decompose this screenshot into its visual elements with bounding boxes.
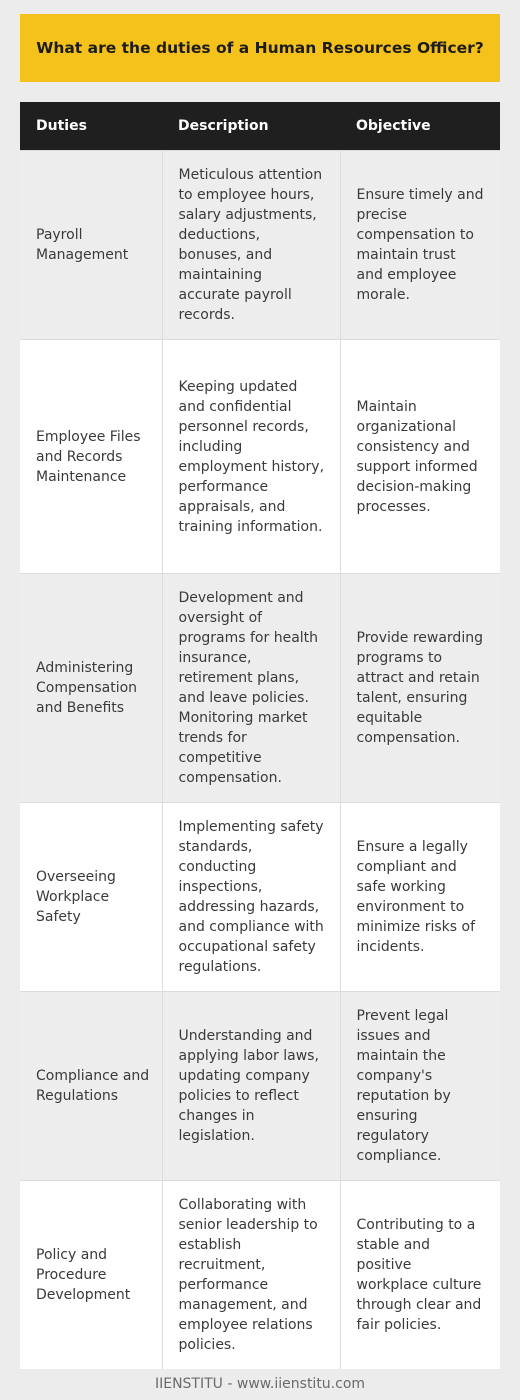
description-cell: Implementing safety standards, conducting inspections, addressing hazards, and compliance with occupational safety regulations. — [162, 803, 340, 992]
objective-cell: Ensure timely and precise compensation to maintain trust and employee morale. — [340, 151, 500, 340]
table-row — [20, 992, 500, 1181]
description-cell: Collaborating with senior leadership to establish recruitment, performance management, and employee relations policies. — [162, 1181, 340, 1370]
table-body — [20, 151, 500, 1370]
header-duties: Duties — [20, 102, 162, 151]
objective-cell: Provide rewarding programs to attract and retain talent, ensuring equitable compensation. — [340, 574, 500, 803]
header-objective: Objective — [340, 102, 500, 151]
objective-cell: Prevent legal issues and maintain the company's reputation by ensuring regulatory compliance. — [340, 992, 500, 1181]
duties-table — [20, 102, 500, 1369]
description-cell: Keeping updated and confidential personnel records, including employment history, performance appraisals, and training information. — [162, 340, 340, 574]
duty-cell: Policy and Procedure Development — [20, 1181, 162, 1370]
objective-cell: Ensure a legally compliant and safe working environment to minimize risks of incidents. — [340, 803, 500, 992]
page-title: What are the duties of a Human Resources Officer? — [20, 14, 500, 82]
table-row — [20, 151, 500, 340]
duty-cell: Administering Compensation and Benefits — [20, 574, 162, 803]
duty-cell: Overseeing Workplace Safety — [20, 803, 162, 992]
description-cell: Meticulous attention to employee hours, salary adjustments, deductions, bonuses, and maintaining accurate payroll records. — [162, 151, 340, 340]
duty-cell: Payroll Management — [20, 151, 162, 340]
header-description: Description — [162, 102, 340, 151]
table-row — [20, 803, 500, 992]
table-row — [20, 574, 500, 803]
table-row — [20, 1181, 500, 1370]
duty-cell: Employee Files and Records Maintenance — [20, 340, 162, 574]
description-cell: Understanding and applying labor laws, updating company policies to reflect changes in legislation. — [162, 992, 340, 1181]
table-header — [20, 102, 500, 151]
footer-credit: IIENSTITU - www.iienstitu.com — [154, 1376, 366, 1392]
duty-cell: Compliance and Regulations — [20, 992, 162, 1181]
header-row — [20, 102, 500, 151]
objective-cell: Maintain organizational consistency and support informed decision-making processes. — [340, 340, 500, 574]
objective-cell: Contributing to a stable and positive workplace culture through clear and fair policies. — [340, 1181, 500, 1370]
description-cell: Development and oversight of programs for health insurance, retirement plans, and leave policies. Monitoring market trends for competitive compensation. — [162, 574, 340, 803]
table-row — [20, 340, 500, 574]
